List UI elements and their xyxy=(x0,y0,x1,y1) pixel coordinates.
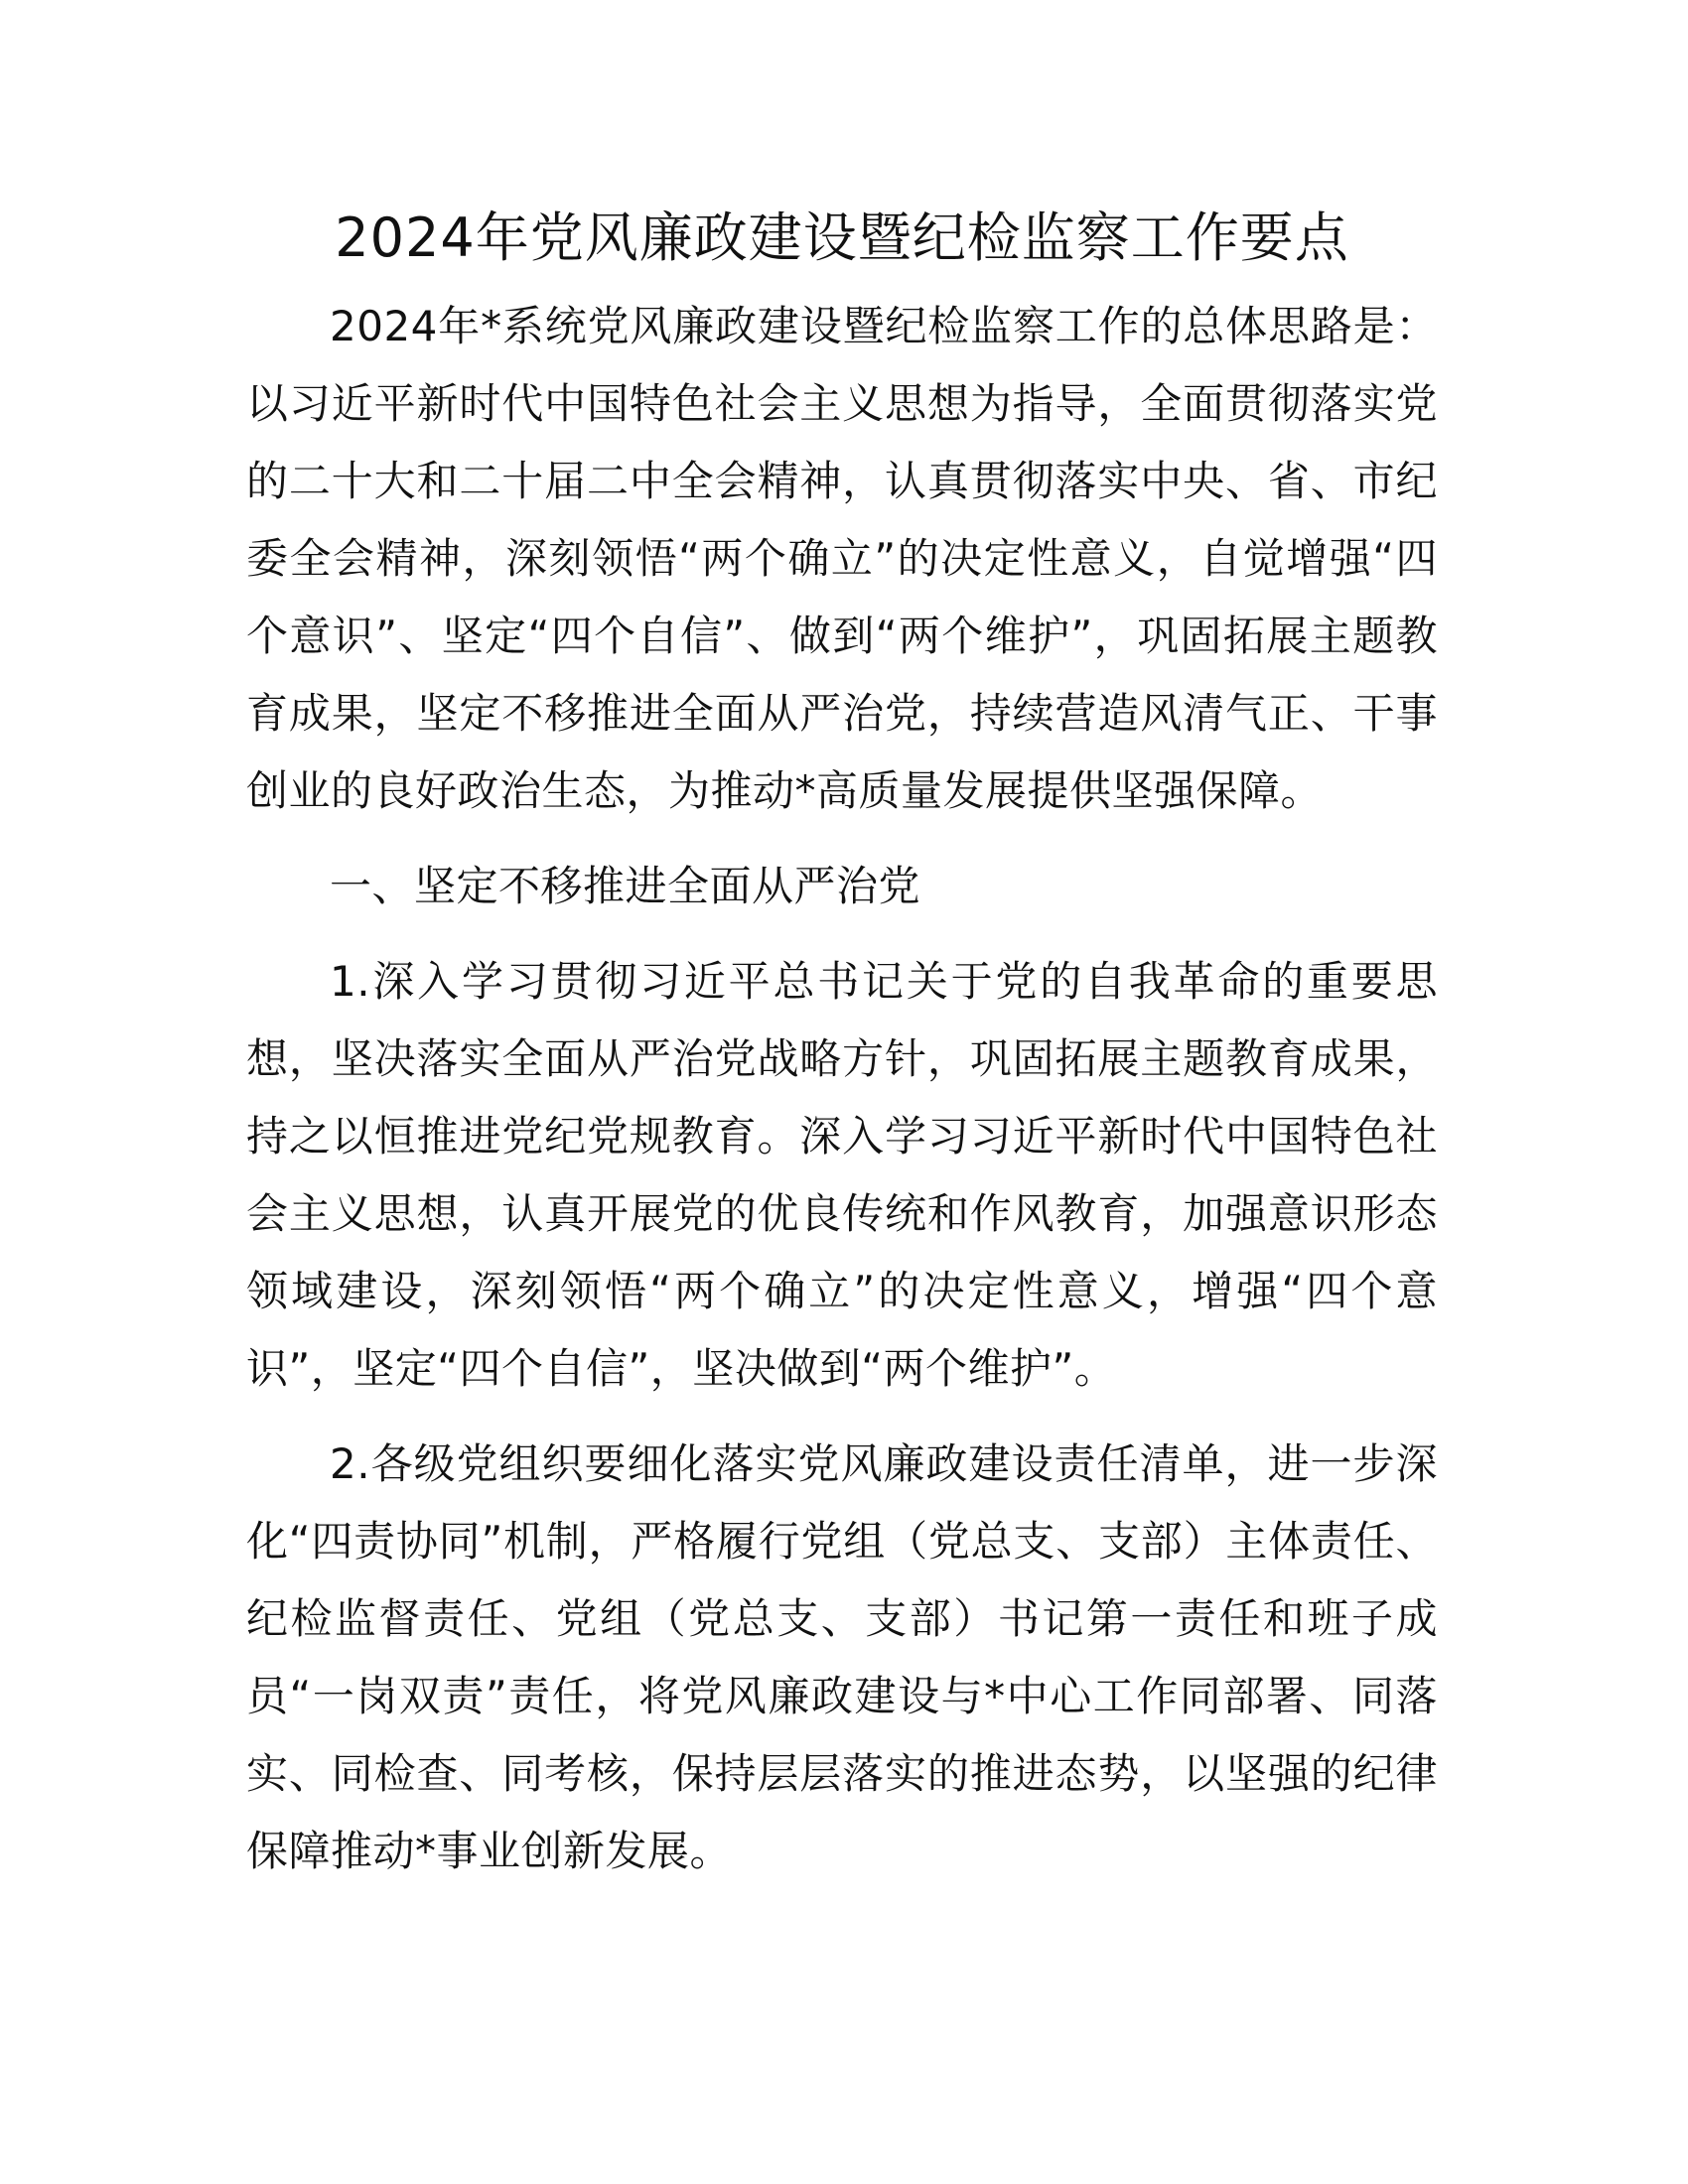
document-title: 2024年党风廉政建设暨纪检监察工作要点 xyxy=(335,206,1349,269)
section-heading-1: 一、坚定不移推进全面从严治党 xyxy=(330,862,921,910)
document-body xyxy=(246,199,1438,1890)
intro-paragraph: 2024年*系统党风廉政建设暨纪检监察工作的总体思路是：以习近平新时代中国特色社会主义思想为指导，全面贯彻落实党的二十大和二十届二中全会精神，认真贯彻落实中央、省、市纪委全会精神，深刻领悟“两个确立”的决定性意义，自觉增强“四个意识”、坚定“四个自信”、做到“两个维护”，巩固拓展主题教育成果，坚定不移推进全面从严治党，持续营造风清气正、干事创业的良好政治生态，为推动*高质量发展提供坚强保障。 xyxy=(246,302,1438,815)
item-paragraph-1: 1.深入学习贯彻习近平总书记关于党的自我革命的重要思想，坚决落实全面从严治党战略方针，巩固拓展主题教育成果，持之以恒推进党纪党规教育。深入学习习近平新时代中国特色社会主义思想，认真开展党的优良传统和作风教育，加强意识形态领域建设，深刻领悟“两个确立”的决定性意义，增强“四个意识”，坚定“四个自信”，坚决做到“两个维护”。 xyxy=(246,957,1438,1393)
item-paragraph-2: 2.各级党组织要细化落实党风廉政建设责任清单，进一步深化“四责协同”机制，严格履行党组（党总支、支部）主体责任、纪检监督责任、党组（党总支、支部）书记第一责任和班子成员“一岗双责”责任，将党风廉政建设与*中心工作同部署、同落实、同检查、同考核，保持层层落实的推进态势，以坚强的纪律保障推动*事业创新发展。 xyxy=(246,1439,1438,1875)
